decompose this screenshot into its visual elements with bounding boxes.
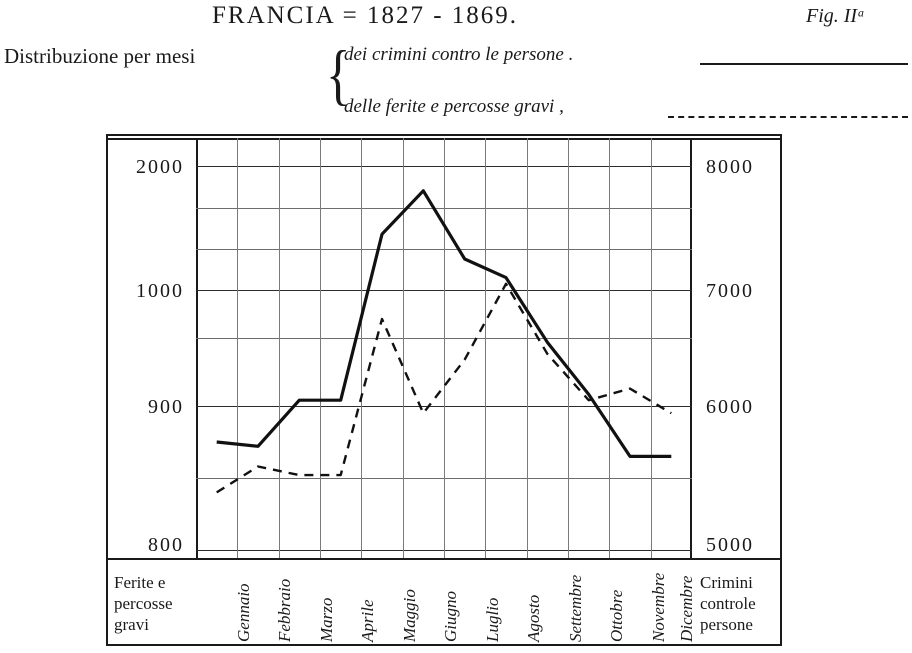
legend-entry-crimini: dei crimini contro le persone .	[344, 44, 574, 65]
legend-sample-solid-line	[700, 63, 908, 65]
left-tick-1000: 1000	[136, 280, 184, 302]
month-label-marzo: Marzo	[317, 597, 336, 642]
month-label-agosto: Agosto	[524, 594, 543, 642]
left-tick-800: 800	[148, 534, 184, 556]
month-label-giugno: Giugno	[441, 591, 460, 642]
plot-bottom-rule	[106, 558, 782, 560]
left-tick-900: 900	[148, 396, 184, 418]
legend-brace: {	[326, 36, 351, 112]
right-axis-title-line-3: persone	[700, 615, 753, 634]
month-label-ottobre: Ottobre	[607, 589, 626, 642]
left-tick-2000: 2000	[136, 156, 184, 178]
month-label-dicembre: Dicembre	[677, 575, 696, 642]
series-line-crimini	[217, 191, 672, 457]
series-line-ferite	[217, 284, 672, 493]
left-axis-title	[114, 572, 173, 635]
legend-entry-ferite: delle ferite e percosse gravi ,	[344, 96, 564, 117]
right-axis-title-line-2: controle	[700, 594, 756, 613]
right-tick-8000: 8000	[706, 156, 754, 178]
right-tick-7000: 7000	[706, 280, 754, 302]
right-tick-6000: 6000	[706, 396, 754, 418]
left-axis-title-line-1: Ferite e	[114, 573, 166, 592]
right-axis-title	[700, 572, 756, 635]
month-label-settembre: Settembre	[566, 574, 585, 642]
right-axis-title-line-1: Crimini	[700, 573, 753, 592]
legend-title: Distribuzione per mesi	[4, 44, 196, 68]
right-tick-5000: 5000	[706, 534, 754, 556]
month-label-luglio: Luglio	[483, 597, 502, 642]
page-title: FRANCIA = 1827 - 1869.	[212, 2, 519, 29]
chart-series-lines	[196, 138, 692, 558]
left-axis-title-line-2: percosse	[114, 594, 173, 613]
left-axis-title-line-3: gravi	[114, 615, 149, 634]
figure-label: Fig. IIᵃ	[806, 5, 866, 27]
month-label-febbraio: Febbraio	[275, 578, 294, 642]
legend-sample-dashed-line	[668, 116, 908, 118]
plot-area	[196, 138, 692, 558]
month-label-novembre: Novembre	[649, 572, 668, 642]
month-label-aprile: Aprile	[358, 599, 377, 642]
month-label-maggio: Maggio	[400, 589, 419, 642]
month-label-gennaio: Gennaio	[234, 583, 253, 642]
